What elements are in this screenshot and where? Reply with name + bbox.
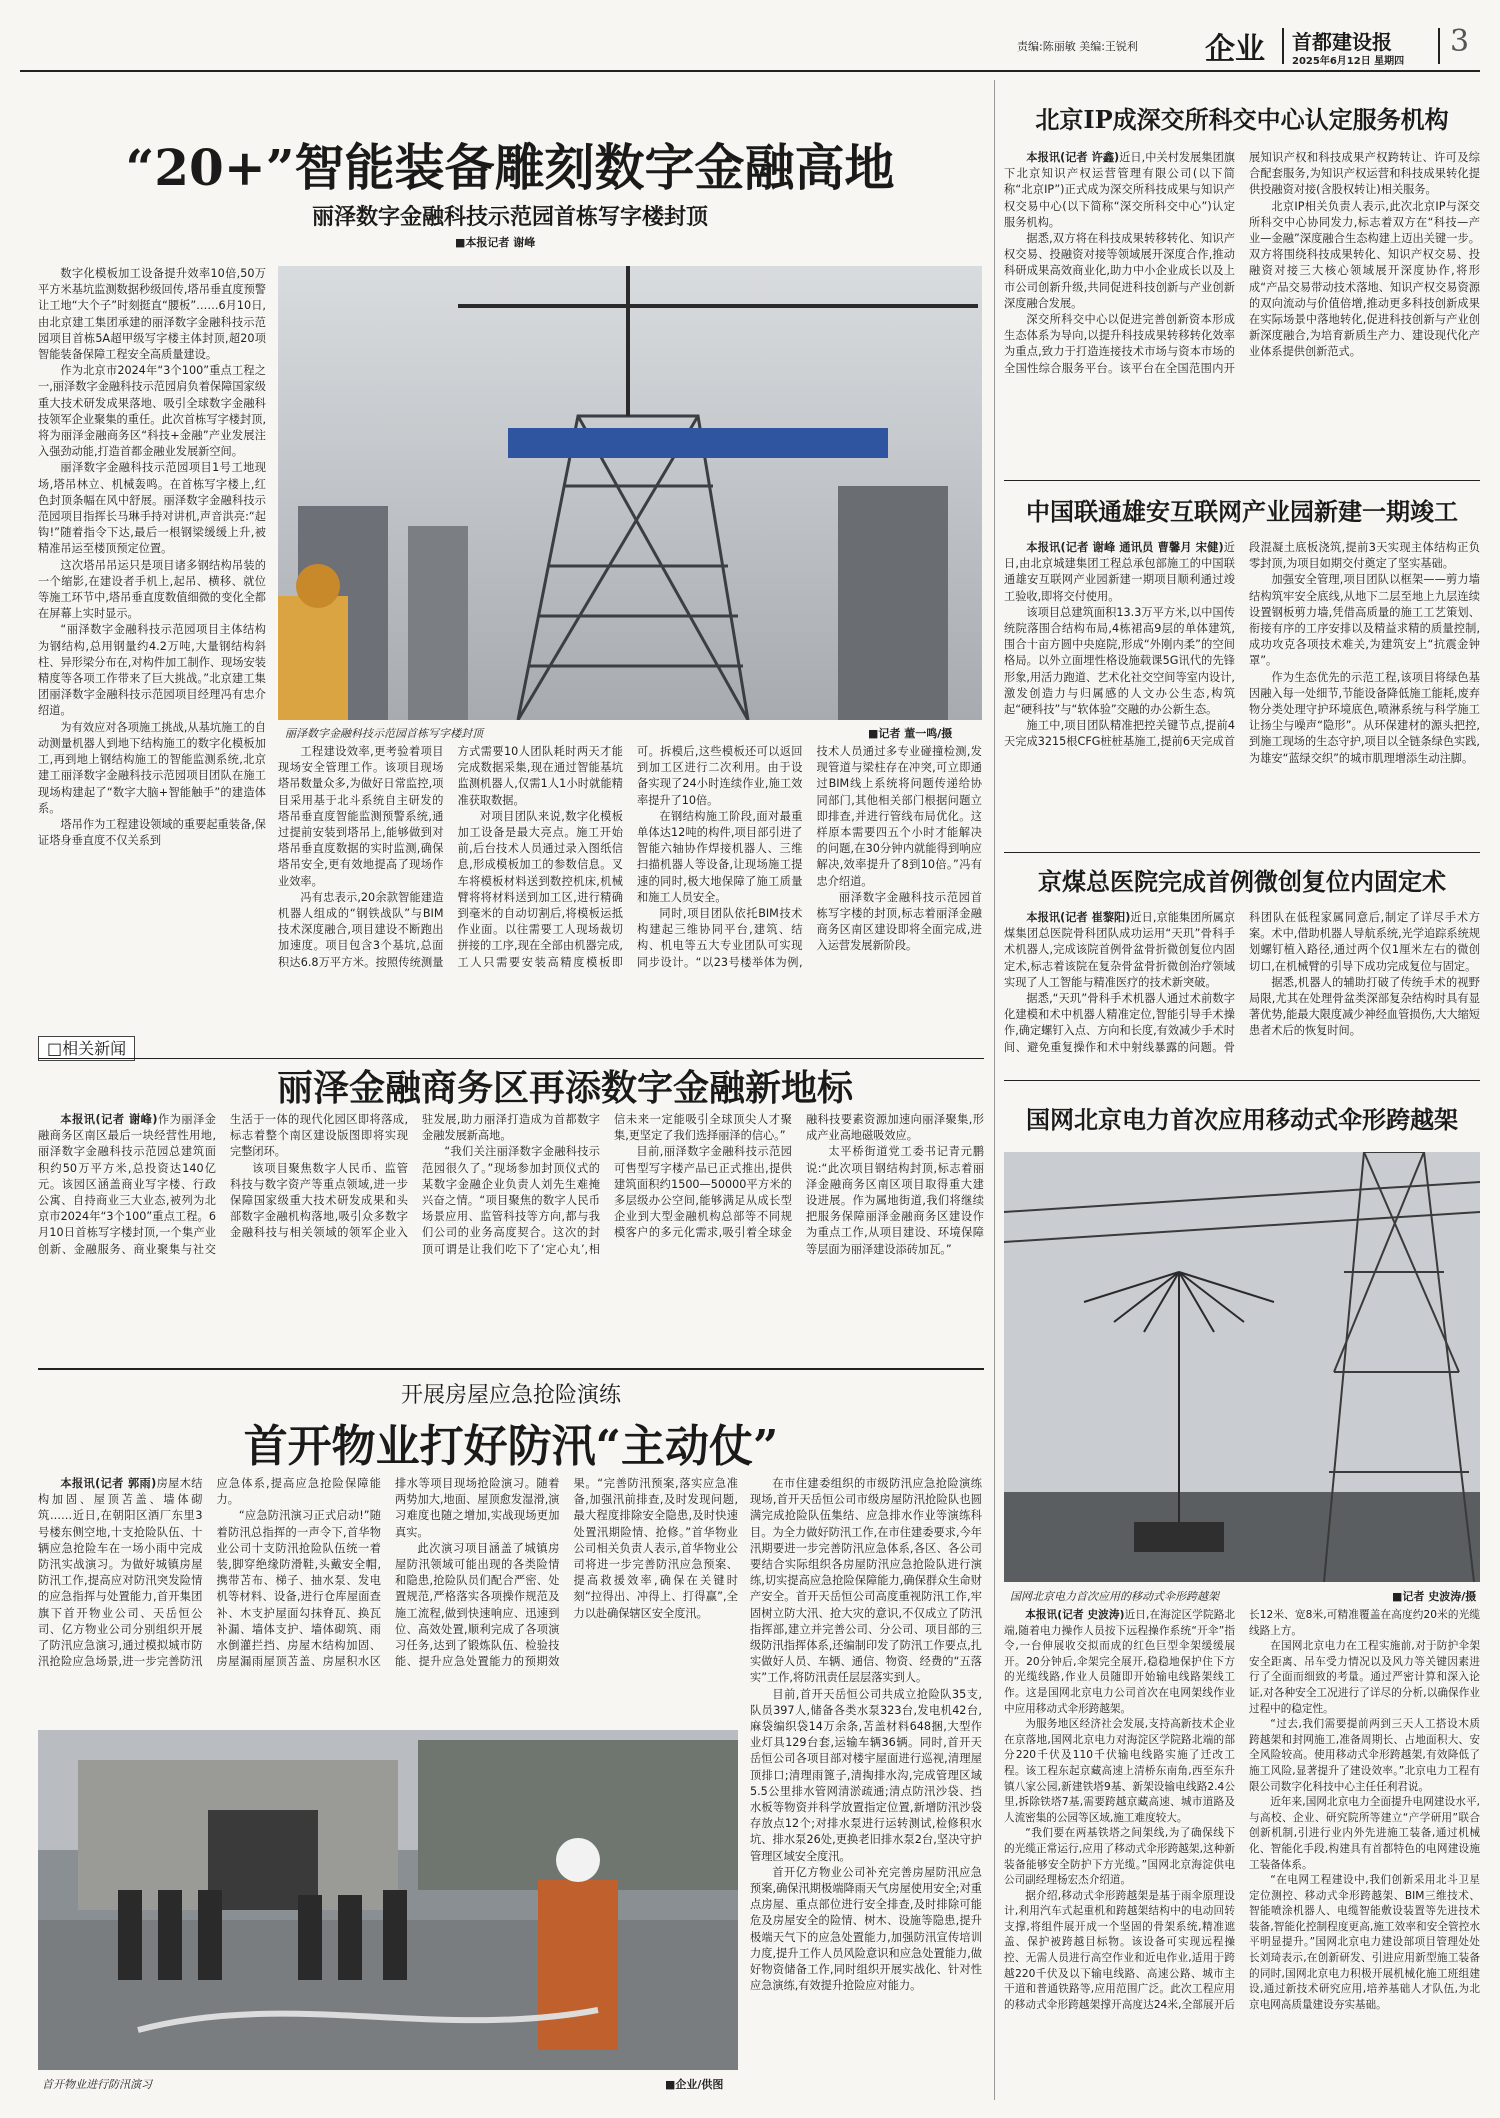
- paragraph: 工程建设效率,更考验着项目现场安全管理工作。该项目现场塔吊数量众多,为做好日常监控,项目采用基于北斗系统自主研发的塔吊垂直度智能监测预警系统,通过提前安装到塔吊上,能够做到对塔吊垂直度数据的实时监测,确保塔吊安全,更有效地提高了现场作业效率。: [278, 745, 444, 888]
- issue-date: 2025年6月12日 星期四: [1292, 56, 1405, 67]
- paragraph: 施工中,项目团队精准把控关键节点,提前4天完成3215根CFG桩桩基施工,提前6天完成首段混凝土底板浇筑,提前3天实现主体结构正负零封顶,为项目如期交付奠定了坚实基础。: [1004, 541, 1480, 749]
- paragraph: 本报讯(记者 许鑫)近日,中关村发展集团旗下北京知识产权运营管理有限公司(以下简称“北京IP”)正式成为深交所科技成果与知识产权交易中心(以下简称“深交所科交中心”)认定服务机构。: [1004, 151, 1235, 229]
- paragraph: 首开亿方物业公司补充完善房屋防汛应急预案,确保汛期极端降雨天气房屋使用安全;对重点房屋、重点部位进行安全排查,及时排除可能危及房屋安全的险情、树木、设施等隐患,提升极端天气下的应急处置能力,加强防汛宣传培训力度,提升工作人员风险意识和应急处置能力,做好物资储备工作,同时组织开展实战化、针对性应急演练,有效提升抢险应对能力。: [750, 1865, 982, 1993]
- a2-byline: 本报讯(记者 谢峰): [60, 1113, 158, 1126]
- paragraph: 对项目团队来说,数字化模板加工设备是最大亮点。施工开始前,后台技术人员通过录入图纸信息,形成模板加工的参数信息。叉车将模板材料送到数控机床,机械臂将将材料送到加工区,进行精确到毫米的自动切割后,将模板运抵作业面。以往需要工人现场裁切拼接的工序,现在全部由机器完成,工人只需要安装高精度模板即可。拆模后,这些模板还可以返回到加工区进行二次利用。由于设备实现了24小时连续作业,施工效率提升了10倍。: [457, 745, 803, 969]
- paragraph: 加强安全管理,项目团队以框架——剪力墙结构筑牢安全底线,从地下二层至地上九层连续设置钢板剪力墙,凭借高质量的施工工艺策划、衔接有序的工序安排以及精益求精的质量控制,成功攻克各项技术难关,为建筑安上“抗震金钟罩”。: [1249, 573, 1480, 668]
- r1-bottom-rule: [1004, 480, 1480, 481]
- r1-byline: 本报讯(记者 许鑫): [1026, 151, 1120, 164]
- masthead-divider: [1282, 28, 1284, 64]
- paragraph: 冯有忠表示,20余款智能建造机器人组成的“钢铁战队”与BIM技术深度融合,项目建设不断跑出加速度。项目包含3个基坑,总面积达6.8万平方米。按照传统测量方式需要10人团队耗时两天才能完成数据采集,现在通过智能基坑监测机器人,仅需1人1小时就能精准获取数据。: [278, 745, 623, 969]
- paragraph: 在国网北京电力在工程实施前,对于防护伞架安全距离、吊车受力情况以及风力等关键因素进行了全面而细致的考量。通过严密计算和深入论证,对各种安全工况进行了详尽的分析,以确保作业过程中的稳定性。: [1249, 1640, 1480, 1715]
- r4-photo-credit: ■记者 史波涛/摄: [1392, 1590, 1477, 1603]
- editors-line: 责编:陈丽敏 美编:王锐利: [1017, 40, 1138, 53]
- paragraph: 此次演习项目涵盖了城镇房屋防汛领域可能出现的各类险情和隐患,抢险队员们配合严密、处置规范,严格落实各项操作规范及施工流程,做到快速响应、迅速到位、高效处置,顺利完成了各项演习任务,达到了锻炼队伍、检验技能、提升应急处置能力的预期效果。“完善防汛预案,落实应急准备,加强汛前排查,及时发现问题,最大程度排除安全隐患,及时快速处置汛期险情、抢修。”首华物业公司相关负责人表示,首华物业公司将进一步完善防汛应急预案、提高救援效率,确保在关键时刻“拉得出、冲得上、打得赢”,全力以赴确保辖区安全度汛。: [395, 1477, 738, 1669]
- a3-top-rule: [38, 1368, 984, 1370]
- paragraph: “应急防汛演习正式启动!”随着防汛总指挥的一声令下,首华物业公司十支防汛抢险队伍统一着装,脚穿绝缘防滑鞋,头戴安全帽,携带苫布、梯子、抽水泵、发电机等材料、设备,进行仓库屋面查补、木支护屋面勾抹脊瓦、换瓦补漏、墙体支护、墙体砌筑、雨水倒灌拦挡、房屋木结构加固、房屋漏雨屋顶苫盖、房屋积水区排水等项目现场抢险演习。随着两势加大,地面、屋顶愈发湿滑,演习难度也随之增加,实战现场更加真实。: [216, 1477, 560, 1669]
- masthead-divider-2: [1438, 28, 1440, 64]
- paragraph: 作为北京市2024年“3个100”重点工程之一,丽泽数字金融科技示范园肩负着保障国家级重大技术研发成果落地、吸引全球数字金融科技领军企业聚集的重任。此次首栋写字楼封顶,将为丽泽金融商务区“科技+金融”产业发展注入强劲动能,打造首都金融业发展新空间。: [38, 364, 266, 459]
- a1-left-column: [38, 266, 266, 1034]
- r3-columns: [1004, 910, 1480, 1072]
- masthead: [0, 0, 1500, 70]
- paragraph: 目前,首开天岳恒公司共成立抢险队35支,队员397人,储备各类水泵323台,发电机42台,麻袋编织袋14万余条,苫盖材料648捆,大型作业灯具129台套,运输车辆36辆。同时,首开天岳恒公司各项目部对楼宇屋面进行巡视,清理屋顶排口;清理雨篦子,清掏排水沟,完成管理区域5.5公里排水管网清淤疏通;清点防汛沙袋、挡水板等物资并科学放置指定位置,新增防汛沙袋存放点12个;对排水泵进行运转测试,检修积水坑、排水泵26处,更换老旧排水泵2台,坚决守护管理区域安全度汛。: [750, 1687, 982, 1863]
- paragraph: 北京IP相关负责人表示,此次北京IP与深交所科交中心协同发力,标志着双方在“科技—产业—金融”深度融合生态构建上迈出关键一步。双方将围绕科技成果转化、知识产权交易、投融资对接三大核心领域展开深度协作,将形成“产品交易带动技术落地、知识产权交易资源的双向流动与价值倍增,推动更多科技创新成果在实际场景中落地转化,促进科技创新与产业创新深度融合,为培育新质生产力、建设现代化产业体系提供创新范式。: [1249, 199, 1480, 359]
- r4-photo-caption: 国网北京电力首次应用的移动式伞形跨越架: [1010, 1590, 1219, 1603]
- a1-title: “20+”智能装备雕刻数字金融高地: [125, 138, 895, 197]
- a3-right-column: [750, 1476, 982, 2092]
- paragraph: 本报讯(记者 崔黎阳)近日,京能集团所属京煤集团总医院骨科团队成功运用“天玑”骨科手术机器人,完成该院首例骨盆骨折微创复位内固定术,标志着该院在复杂骨盆骨折微创治疗领域实现了人工智能与精准医疗的技术新突破。: [1004, 911, 1236, 989]
- r3-byline: 本报讯(记者 崔黎阳): [1026, 911, 1131, 924]
- r2-title: 中国联通雄安互联网产业园新建一期竣工: [1026, 497, 1458, 526]
- r2-columns: [1004, 540, 1480, 848]
- a3-kicker: 开展房屋应急抢险演练: [400, 1383, 621, 1408]
- paragraph: 在市住建委组织的市级防汛应急抢险演练现场,首开天岳恒公司市级房屋防汛抢险队也圆满完成抢险队伍集结、应急排水作业等演练科目。为全力做好防汛工作,在市住建委要求,今年汛期要进一步完善防汛应急体系,各区、各公司要结合实际组织各房屋防汛应急抢险队进行演练,切实提高应急抢险保障能力,确保群众生命财产安全。首开天岳恒公司高度重视防汛工作,牢固树立防大汛、抢大灾的意识,不仅成立了防汛指挥部,建立并完善公司、分公司、项目部的三级防汛指挥体系,还编制印发了防汛工作要点,扎实做好人员、车辆、通信、物资、经费的“五落实”工作,将防汛责任层层落实到人。: [750, 1477, 982, 1685]
- r3-bottom-rule: [1004, 1080, 1480, 1081]
- a3-photo-credit: ■企业/供图: [665, 2078, 724, 2091]
- r1-title: 北京IP成深交所科交中心认定服务机构: [1035, 105, 1449, 134]
- a1-byline: ■本报记者 谢峰: [455, 236, 536, 249]
- a3-photo: [38, 1730, 738, 2070]
- r2-byline: 本报讯(记者 谢峰 通讯员 曹馨月 宋健): [1026, 541, 1224, 554]
- r4-title: 国网北京电力首次应用移动式伞形跨越架: [1026, 1105, 1458, 1134]
- paragraph: 该项目聚焦数字人民币、监管科技与数字资产等重点领域,进一步保障国家级重大技术研发成果和头部数字金融机构落地,吸引众多数字金融科技与相关领域的领军企业入驻发展,助力丽泽打造成为首都数字金融发展新高地。: [230, 1113, 600, 1240]
- a2-tag: [38, 1036, 135, 1059]
- paragraph: 据介绍,移动式伞形跨越架是基于雨伞原理设计,利用汽车式起重机和跨越架结构中的电动回转支撑,将组件展开成一个坚固的骨架系统,精准遮盖、保护被跨越目标物。该设备可实现远程操控、无需人员进行高空作业和近电作业,适用于跨越220千伏及以下输电线路、高速公路、城市主干道和普通铁路等,应用范围广泛。此次工程应用的移动式伞形跨越架撑开高度达24米,全部展开后长12米、宽8米,可精准覆盖在高度约20米的光缆线路上方。: [1004, 1609, 1480, 2011]
- paragraph: 丽泽数字金融科技示范园首栋写字楼的封顶,标志着丽泽金融商务区南区建设即将全面完成,进入运营发展新阶段。: [816, 890, 982, 953]
- paragraph: 为有效应对各项施工挑战,从基坑施工的自动测量机器人到地下结构施工的数字化模板加工,再到地上钢结构施工的智能监测系统,北京建工丽泽数字金融科技示范园项目团队在施工现场构建起了“数字大脑+智能触手”的建造体系。: [38, 720, 266, 815]
- section-name: 企业: [1205, 32, 1265, 67]
- page-number: 3: [1450, 24, 1470, 59]
- paragraph: 塔吊作为工程建设领域的重要起重装备,保证塔身垂直度不仅关系到: [38, 817, 266, 848]
- paragraph: 深交所科交中心以促进完善创新资本形成生态体系为导向,以提升科技成果转移转化效率为重点,致力于打造连接技术市场与资本市场的全国性综合服务平台。该平台在全国范围内开展知识产权和科技成果产权跨转让、许可及综合配套服务,为知识产权运营和科技成果转化提供投融资对接(含股权转让)相关服务。: [1004, 151, 1480, 375]
- paragraph: “过去,我们需要提前两到三天人工搭设木质跨越架和封网施工,准备周期长、占地面积大、安全风险较高。使用移动式伞形跨越架,有效降低了施工风险,显著提升了建设效率。”北京电力工程有限公司数字化科技中心主任任利君说。: [1249, 1718, 1480, 1793]
- top-rule: [20, 70, 1480, 72]
- a2-columns: [38, 1112, 984, 1358]
- paragraph: “在电网工程建设中,我们创新采用北斗卫星定位测控、移动式伞形跨越架、BIM三维技术、智能喷涂机器人、电缆智能敷设装置等先进技术装备,智能化控制程度更高,施工效率和安全管控水平明显提升。”国网北京电力建设部项目管理处处长刘琦表示,在创新研发、引进应用新型施工装备的同时,国网北京电力积极开展机械化施工班组建设,通过新技术研究应用,培养基础人才队伍,为北京电网高质量建设夯实基础。: [1249, 1874, 1480, 2011]
- a1-photo: [278, 266, 982, 720]
- related-news-tag: □相关新闻: [38, 1036, 135, 1061]
- a3-title: 首开物业打好防汛“主动仗”: [243, 1421, 779, 1472]
- r2-bottom-rule: [1004, 852, 1480, 853]
- a2-title: 丽泽金融商务区再添数字金融新地标: [276, 1067, 853, 1109]
- a3-top-columns: [38, 1476, 738, 1722]
- r4-photo: [1004, 1152, 1480, 1582]
- paragraph: 本报讯(记者 史波涛)近日,在海淀区学院路北端,随着电力操作人员按下远程操作系统“开伞”指令,一台伸展收交拟而成的红色巨型伞架缓缓展开。20分钟后,伞架完全展开,稳稳地保护住下方的光缆线路,作业人员随即开始输电线路架线工作。这是国网北京电力公司首次在电网架线作业中应用移动式伞形跨越架。: [1004, 1609, 1236, 1715]
- paragraph: “我们关注丽泽数字金融科技示范园很久了。”现场参加封顶仪式的某数字金融企业负责人刘先生难掩兴奋之情。“项目聚焦的数字人民币场景应用、监管科技等方向,都与我们公司的业务高度契合。这次的封顶可谓是让我们吃下了‘定心丸’,相信未来一定能吸引全球顶尖人才聚集,更坚定了我们选择丽泽的信心。”: [422, 1113, 792, 1256]
- paragraph: 太平桥街道党工委书记青元鹏说:“此次项目钢结构封顶,标志着丽泽金融商务区南区项目取得重大建设进展。作为属地街道,我们将继续把服务保障丽泽金融商务区建设作为重点工作,从项目建设、环境保障等层面为丽泽建设添砖加瓦。”: [806, 1145, 984, 1256]
- paragraph: “丽泽数字金融科技示范园项目主体结构为钢结构,总用钢量约4.2万吨,大量钢结构斜柱、异形梁分布在,对构件加工制作、现场安装精度等各项工作带来了巨大挑战。”北京建工集团丽泽数字金融科技示范园项目经理冯有忠介绍道。: [38, 623, 266, 718]
- paragraph: 作为生态优先的示范工程,该项目将绿色基因融入每一处细节,节能设备降低施工能耗,废弃物分类处理守护环境底色,喷淋系统与科学施工让扬尘与噪声“隐形”。从环保建材的源头把控,到施工现场的生态守护,项目以全链条绿色实践,为雄安“蓝绿交织”的城市肌理增添生动注脚。: [1249, 670, 1480, 765]
- a1-photo-caption: 丽泽数字金融科技示范园首栋写字楼封顶: [285, 727, 483, 740]
- paper-name: 首都建设报: [1292, 30, 1392, 54]
- r3-title: 京煤总医院完成首例微创复位内固定术: [1038, 867, 1446, 896]
- paragraph: 同时,项目团队依托BIM技术构建起三维协同平台,建筑、结构、机电等五大专业团队可实现同步设计。“以23号楼举体为例,技术人员通过多专业碰撞检测,发现管道与梁柱存在冲突,可立即通过BIM线上系统将问题传递给协同部门,其他相关部门根据问题立即排查,并进行管线布局优化。这样原本需要四五个小时才能解决的问题,在30分钟内就能得到响应解决,效率提升了8到10倍。”冯有忠介绍道。: [637, 745, 982, 969]
- paragraph: 目前,丽泽数字金融科技示范园可售型写字楼产品已正式推出,提供建筑面积约1500—50000平方米的多层级办公空间,能够满足从成长型企业到大型金融机构总部等不同规模客户的多元化需求,吸引着全球金融科技要素资源加速向丽泽聚集,形成产业高地磁吸效应。: [614, 1113, 984, 1240]
- paragraph: 近年来,国网北京电力全面提升电网建设水平,与高校、企业、研究院所等建立“产学研用”联合创新机制,引进行业内外先进施工装备,通过机械化、智能化手段,构建具有首都特色的电网建设施工装备体系。: [1249, 1796, 1480, 1871]
- paragraph: 据悉,“天玑”骨科手术机器人通过术前数字化建模和术中机器人精准定位,智能引导手术操作,确定螺钉入点、方向和长度,有效减少手术时间、避免重复操作和术中射线暴露的问题。骨科团队在低程家属同意后,制定了详尽手术方案。术中,借助机器人导航系统,光学追踪系统规划螺钉植入路径,通过两个仅1厘米左右的微创切口,在机械臂的引导下成功完成复位与固定。: [1004, 911, 1480, 1054]
- a2-top-rule: [38, 1058, 984, 1059]
- a1-bottom-columns: [278, 744, 982, 1026]
- paragraph: 在钢结构施工阶段,面对最重单体达12吨的构件,项目部引进了智能六轴协作焊接机器人、三维扫描机器人等设备,让现场施工提速的同时,极大地保障了施工质量和施工人员安全。: [637, 809, 803, 904]
- a1-subtitle: 丽泽数字金融科技示范园首栋写字楼封顶: [311, 204, 708, 230]
- paragraph: 据悉,双方将在科技成果转移转化、知识产权交易、投融资对接等领域展开深度合作,推动科研成果高效商业化,助力中小企业成长以及上市公司创新升级,共同促进科技创新与产业创新深度融合发展。: [1004, 232, 1235, 310]
- a3-byline: 本报讯(记者 郭雨): [60, 1477, 157, 1490]
- a1-photo-credit: ■记者 董一鸣/摄: [868, 727, 953, 740]
- paragraph: 本报讯(记者 谢峰 通讯员 曹馨月 宋健)近日,由北京城建集团工程总承包部施工的中国联通雄安互联网产业园新建一期项目顺利通过竣工验收,即将交付使用。: [1004, 541, 1235, 603]
- r4-columns: [1004, 1608, 1480, 2098]
- r4-byline: 本报讯(记者 史波涛): [1025, 1609, 1125, 1621]
- paragraph: “我们要在两基铁塔之间架线,为了确保线下的光缆正常运行,应用了移动式伞形跨越架,这种新装备能够安全防护下方光缆。”国网北京海淀供电公司副经理杨宏杰介绍道。: [1004, 1827, 1235, 1887]
- paragraph: 为服务地区经济社会发展,支持高新技术企业在京落地,国网北京电力对海淀区学院路北端的部分220千伏及110千伏输电线路实施了迁改工程。该工程东起京藏高速上清桥东南角,西至东升镇八家公园,新建铁塔9基、新架设输电线路2.4公里,拆除铁塔7基,需要跨越京藏高速、城市道路及人流密集的公园等区域,施工难度较大。: [1004, 1718, 1235, 1824]
- paragraph: 本报讯(记者 谢峰)作为丽泽金融商务区南区最后一块经营性用地,丽泽数字金融科技示范园总建筑面积约50万平方米,总投资达140亿元。该园区涵盖商业写字楼、行政公寓、自持商业三大业态,被列为北京市2024年“3个100”重点工程。6月10日首栋写字楼封顶,一个集产业创新、金融服务、商业聚集与社交生活于一体的现代化园区即将落成,标志着整个南区建设版图即将实现完整闭环。: [38, 1113, 408, 1256]
- a3-photo-caption: 首开物业进行防汛演习: [42, 2078, 152, 2091]
- paragraph: 这次塔吊吊运只是项目诸多钢结构吊装的一个缩影,在建设者手机上,起吊、横移、就位等施工环节中,塔吊垂直度数值细微的变化全都在屏幕上实时显示。: [38, 558, 266, 621]
- column-divider: [994, 80, 995, 2100]
- paragraph: 该项目总建筑面积13.3万平方米,以中国传统院落围合结构布局,4栋裙高9层的单体建筑,围合十亩方圆中央庭院,形成“外刚内柔”的空间格局。以外立面埋性格设施载课5G讯代的先锋形象,用活力跑道、艺术化社交空间等室内设计,激发创造力与归属感的人文办公生态,构筑起“硬科技”与“软体验”交融的办公新生态。: [1004, 605, 1235, 717]
- paragraph: 本报讯(记者 郭雨)房屋木结构加固、屋顶苫盖、墙体砌筑……近日,在朝阳区酒厂东里3号楼东侧空地,十支抢险队伍、十辆应急抢险车在一场小雨中完成防汛实战演习。为做好城镇房屋防汛工作,提高应对防汛突发险情的应急指挥与处置能力,首开集团旗下首开物业公司、天岳恒公司、亿方物业公司分别组织开展了防汛应急演习,通过模拟城市防汛抢险应急场景,进一步完善防汛应急体系,提高应急抢险保障能力。: [38, 1477, 381, 1669]
- r1-columns: [1004, 150, 1480, 472]
- paragraph: 丽泽数字金融科技示范园项目1号工地现场,塔吊林立、机械轰鸣。在首栋写字楼上,红色封顶条幅在风中舒展。丽泽数字金融科技示范园项目指挥长马琳手持对讲机,声音洪亮:“起钩!”随着指令下达,最后一根钢梁缓缓上升,被精准吊运至楼顶预定位置。: [38, 461, 266, 556]
- paragraph: 据悉,机器人的辅助打破了传统手术的视野局限,尤其在处理骨盆类深部复杂结构时具有显著优势,能最大限度减少神经血管损伤,大大缩短患者术后的恢复时间。: [1249, 975, 1480, 1038]
- paragraph: 数字化模板加工设备提升效率10倍,50万平方米基坑监测数据秒级回传,塔吊垂直度预警让工地“大个子”时刻挺直“腰板”……6月10日,由北京建工集团承建的丽泽数字金融科技示范园项目首栋5A超甲级写字楼主体封顶,超20项智能装备保障工程安全高质量建设。: [38, 267, 266, 362]
